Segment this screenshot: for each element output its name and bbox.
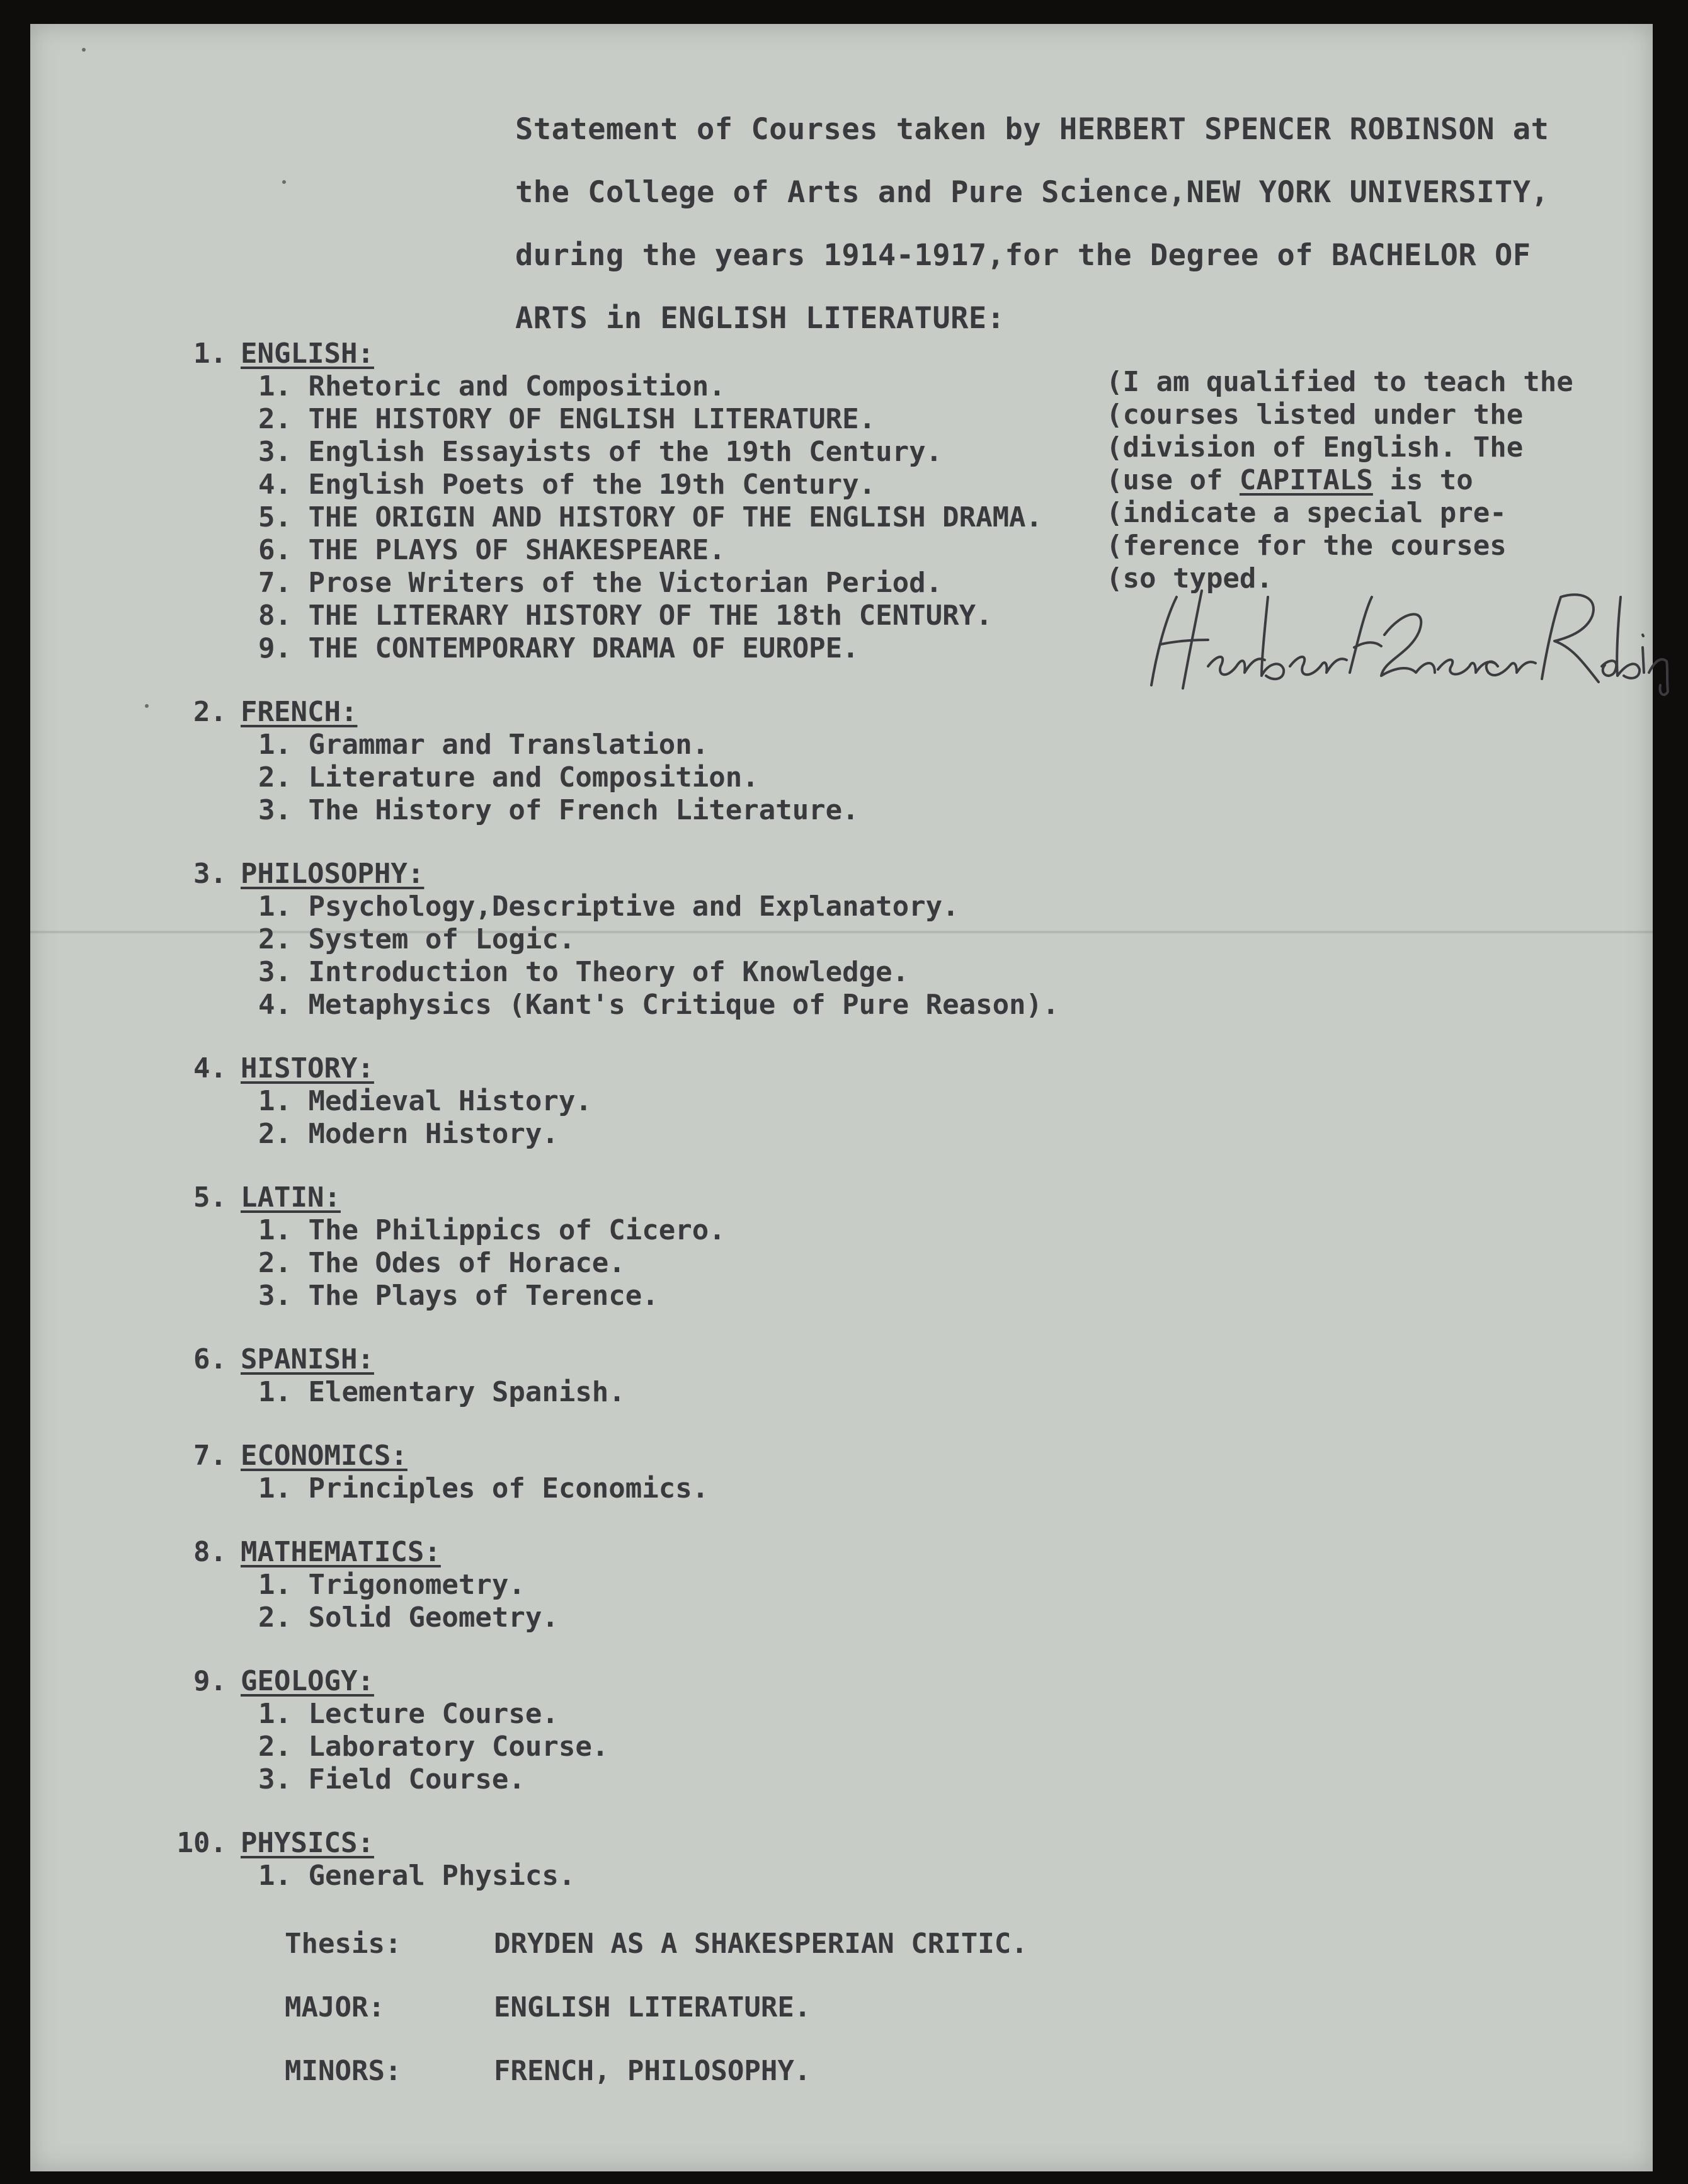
summary-value: DRYDEN AS A SHAKESPERIAN CRITIC. xyxy=(494,1928,1028,1960)
course-item: 8. THE LITERARY HISTORY OF THE 18th CENTURY. xyxy=(258,600,993,632)
summary-value: FRENCH, PHILOSOPHY. xyxy=(494,2055,811,2087)
course-section xyxy=(161,1536,1232,1634)
course-section xyxy=(161,338,1232,665)
section-number: 4. xyxy=(193,1052,227,1084)
section-heading xyxy=(161,858,1232,890)
course-section xyxy=(161,696,1232,827)
course-section xyxy=(161,1052,1232,1151)
course-item: 3. English Essayists of the 19th Century. xyxy=(258,436,943,468)
course-item: 3. Introduction to Theory of Knowledge. xyxy=(258,956,910,988)
note-line: (indicate a special pre- xyxy=(1106,497,1507,529)
handwritten-signature xyxy=(1132,572,1687,704)
section-number: 2. xyxy=(193,696,227,728)
summary-row xyxy=(285,1912,1028,1976)
summary-label: MAJOR: xyxy=(285,1991,385,2023)
section-number: 10. xyxy=(176,1827,227,1859)
note-line xyxy=(1106,464,1648,497)
paper-mark xyxy=(82,48,86,52)
course-section xyxy=(161,1665,1232,1796)
summary-label: MINORS: xyxy=(285,2055,402,2087)
heading-line: ARTS in ENGLISH LITERATURE: xyxy=(515,301,1005,336)
course-item: 2. The Odes of Horace. xyxy=(258,1247,625,1279)
section-title: FRENCH: xyxy=(241,696,358,728)
course-item: 1. Psychology,Descriptive and Explanatory. xyxy=(258,890,959,923)
course-item: 2. Literature and Composition. xyxy=(258,761,759,793)
section-title: ECONOMICS: xyxy=(241,1440,408,1472)
note-line: (so typed. xyxy=(1106,562,1273,594)
section-title: LATIN: xyxy=(241,1181,341,1214)
note-line: (ference for the courses xyxy=(1106,530,1507,562)
section-heading xyxy=(161,696,1232,729)
course-item: 3. The History of French Literature. xyxy=(258,794,859,826)
section-number: 9. xyxy=(193,1665,227,1697)
section-heading xyxy=(161,1665,1232,1698)
section-heading xyxy=(161,1536,1232,1569)
section-title: GEOLOGY: xyxy=(241,1665,374,1697)
course-item: 5. THE ORIGIN AND HISTORY OF THE ENGLISH DRAMA. xyxy=(258,501,1043,533)
course-item: 9. THE CONTEMPORARY DRAMA OF EUROPE. xyxy=(258,632,859,664)
course-section xyxy=(161,858,1232,1021)
course-item: 2. System of Logic. xyxy=(258,923,576,955)
course-item: 2. THE HISTORY OF ENGLISH LITERATURE. xyxy=(258,403,876,435)
section-number: 5. xyxy=(193,1181,227,1214)
section-title: ENGLISH: xyxy=(241,338,374,370)
note-text: is to xyxy=(1372,464,1473,496)
margin-note xyxy=(1106,366,1648,595)
section-title: SPANISH: xyxy=(241,1343,374,1375)
section-heading xyxy=(161,338,1232,370)
course-item: 1. Lecture Course. xyxy=(258,1698,559,1730)
summary-label: Thesis: xyxy=(285,1928,402,1960)
section-number: 6. xyxy=(193,1343,227,1375)
course-item: 3. The Plays of Terence. xyxy=(258,1280,659,1312)
course-item: 7. Prose Writers of the Victorian Period. xyxy=(258,567,943,599)
course-item: 1. The Philippics of Cicero. xyxy=(258,1214,726,1246)
note-line: (courses listed under the xyxy=(1106,399,1524,431)
course-item: 1. Medieval History. xyxy=(258,1085,592,1117)
section-heading xyxy=(161,1052,1232,1085)
section-heading xyxy=(161,1440,1232,1472)
course-section xyxy=(161,1343,1232,1409)
section-title: MATHEMATICS: xyxy=(241,1536,441,1568)
summary-value: ENGLISH LITERATURE. xyxy=(494,1991,811,2023)
section-number: 1. xyxy=(193,338,227,370)
note-line: (I am qualified to teach the xyxy=(1106,366,1573,398)
course-item: 6. THE PLAYS OF SHAKESPEARE. xyxy=(258,534,726,566)
section-number: 7. xyxy=(193,1440,227,1472)
course-section xyxy=(161,1440,1232,1505)
heading-line: during the years 1914-1917,for the Degree of BACHELOR OF xyxy=(515,238,1531,273)
course-item: 1. General Physics. xyxy=(258,1860,576,1892)
course-section xyxy=(161,1827,1232,1892)
note-capitals-word: CAPITALS xyxy=(1239,464,1373,496)
course-item: 1. Rhetoric and Composition. xyxy=(258,370,726,402)
document-heading xyxy=(515,98,1636,350)
section-heading xyxy=(161,1181,1232,1214)
course-item: 1. Principles of Economics. xyxy=(258,1472,709,1504)
section-title: PHYSICS: xyxy=(241,1827,374,1859)
heading-line: the College of Arts and Pure Science,NEW YORK UNIVERSITY, xyxy=(515,175,1549,210)
paper-mark xyxy=(282,180,286,184)
course-section xyxy=(161,1181,1232,1312)
course-item: 2. Solid Geometry. xyxy=(258,1601,559,1634)
summary-row xyxy=(285,1976,1028,2039)
course-item: 4. Metaphysics (Kant's Critique of Pure Reason). xyxy=(258,989,1059,1021)
note-text: (use of xyxy=(1106,464,1240,496)
summary-row xyxy=(285,2039,1028,2103)
section-title: HISTORY: xyxy=(241,1052,374,1084)
section-number: 3. xyxy=(193,858,227,890)
paper-mark xyxy=(145,704,149,708)
course-item: 2. Laboratory Course. xyxy=(258,1731,609,1763)
course-list xyxy=(161,338,1232,1923)
degree-summary xyxy=(285,1912,1028,2103)
heading-line: Statement of Courses taken by HERBERT SPENCER ROBINSON at xyxy=(515,112,1549,147)
course-item: 3. Field Course. xyxy=(258,1763,525,1795)
section-title: PHILOSOPHY: xyxy=(241,858,425,890)
course-item: 1. Trigonometry. xyxy=(258,1569,525,1601)
note-line: (division of English. The xyxy=(1106,431,1524,464)
section-number: 8. xyxy=(193,1536,227,1568)
course-item: 1. Grammar and Translation. xyxy=(258,729,709,761)
section-heading xyxy=(161,1343,1232,1376)
signature-drawing xyxy=(1132,572,1687,704)
document-page xyxy=(30,24,1653,2171)
section-heading xyxy=(161,1827,1232,1860)
course-item: 4. English Poets of the 19th Century. xyxy=(258,469,876,501)
course-item: 2. Modern History. xyxy=(258,1118,559,1150)
course-item: 1. Elementary Spanish. xyxy=(258,1376,625,1408)
